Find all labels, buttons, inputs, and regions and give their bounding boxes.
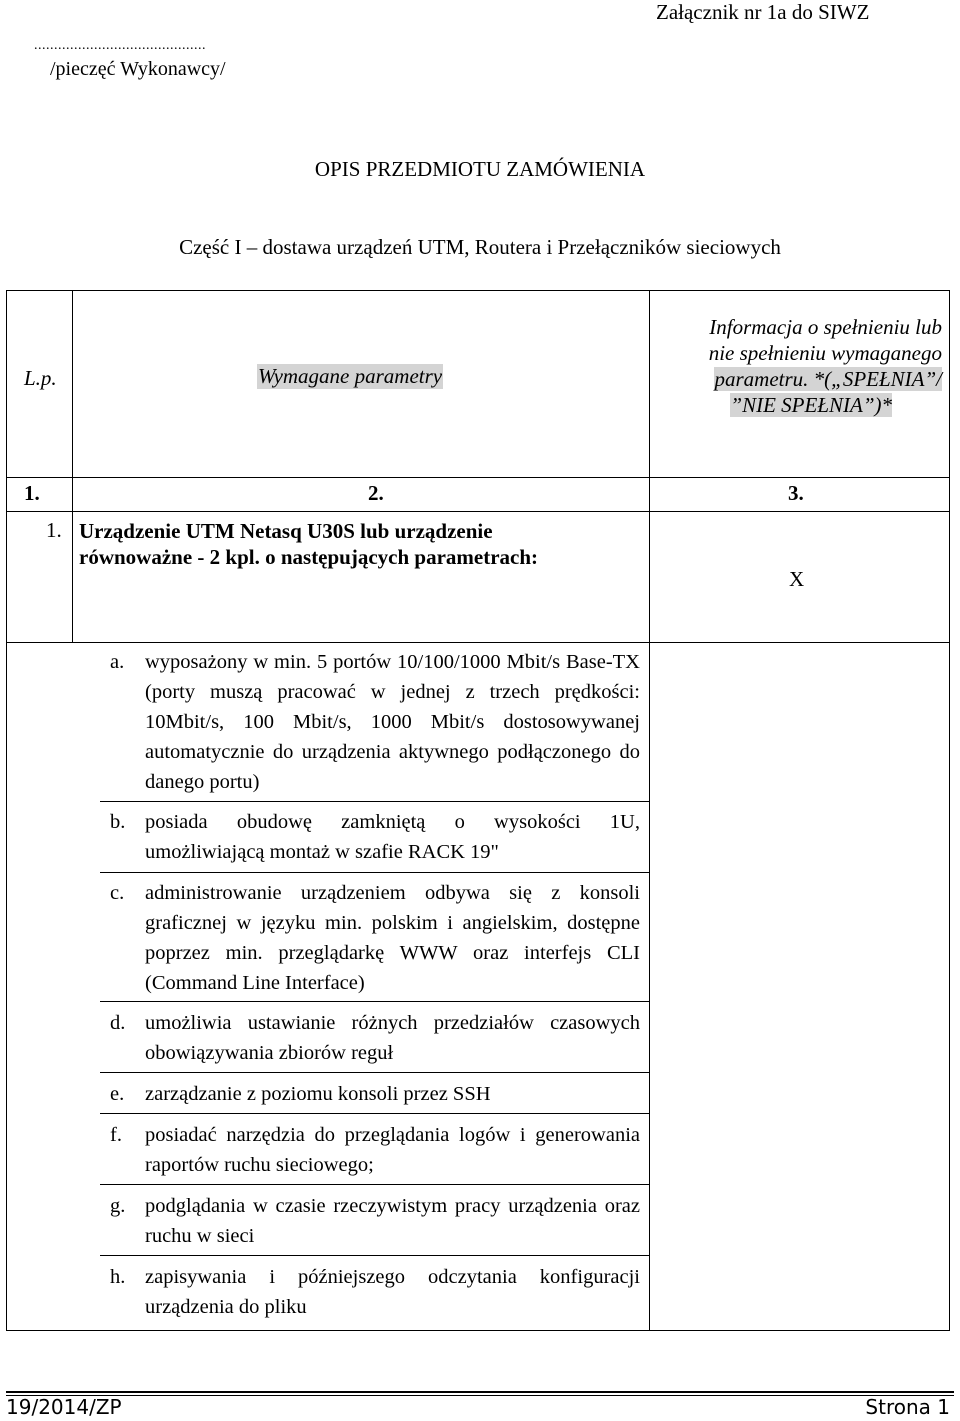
annex-label: Załącznik nr 1a do SIWZ bbox=[656, 0, 870, 24]
footer-divider bbox=[6, 1391, 954, 1393]
column-header-lp: L.p. bbox=[24, 366, 57, 390]
item-text: zarządzanie z poziomu konsoli przez SSH bbox=[145, 1083, 491, 1105]
item-label: f. bbox=[110, 1124, 122, 1146]
item-label: a. bbox=[110, 651, 125, 673]
list-item bbox=[110, 878, 640, 998]
footer-reference: 19/2014/ZP bbox=[6, 1395, 122, 1419]
column-header-info-line: ”NIE SPEŁNIA”)* bbox=[730, 393, 892, 417]
list-item bbox=[110, 1120, 640, 1180]
list-item bbox=[110, 1079, 640, 1109]
column-number-3: 3. bbox=[788, 481, 804, 505]
list-item bbox=[110, 1262, 640, 1322]
document-subtitle: Część I – dostawa urządzeń UTM, Routera i Przełączników sieciowych bbox=[179, 235, 781, 259]
item-label: b. bbox=[110, 811, 126, 833]
item-text: administrowanie urządzeniem odbywa się z konsoli graficznej w języku min. polskim i angielskim, dostępne poprzez min. przeglądarkę WWW oraz interfejs CLI (Command Line Interface) bbox=[145, 882, 640, 994]
column-header-info-line: nie spełnieniu wymaganego bbox=[708, 341, 942, 365]
column-number-2: 2. bbox=[368, 481, 384, 505]
item-label: h. bbox=[110, 1266, 126, 1288]
stamp-dots: ........................................... bbox=[34, 38, 206, 53]
column-header-params: Wymagane parametry bbox=[258, 364, 443, 388]
item-text: posiadać narzędzia do przeglądania logów i generowania raportów ruchu sieciowego; bbox=[145, 1124, 640, 1176]
contractor-stamp-label: /pieczęć Wykonawcy/ bbox=[50, 58, 226, 80]
item-text: posiada obudowę zamkniętą o wysokości 1U, umożliwiającą montaż w szafie RACK 19" bbox=[145, 811, 640, 863]
section-number: 1. bbox=[46, 518, 62, 542]
item-label: d. bbox=[110, 1012, 126, 1034]
item-text: umożliwia ustawianie różnych przedziałów czasowych obowiązywania zbiorów reguł bbox=[145, 1012, 640, 1064]
column-header-info-line: parametru. *(„SPEŁNIA”/ bbox=[714, 367, 942, 391]
column-number-1: 1. bbox=[24, 481, 40, 505]
list-item bbox=[110, 1191, 640, 1251]
item-text: wyposażony w min. 5 portów 10/100/1000 Mbit/s Base-TX (porty muszą pracować w jednej z trzech prędkości: 10Mbit/s, 100 Mbit/s, 1000 Mbit/s dostosowywanej automatycznie do urządzenia aktywnego podłączonego do danego portu) bbox=[145, 651, 640, 793]
item-text: podglądania w czasie rzeczywistym pracy urządzenia oraz ruchu w sieci bbox=[145, 1195, 640, 1247]
item-label: c. bbox=[110, 882, 125, 904]
section-mark: X bbox=[789, 567, 805, 591]
list-item bbox=[110, 647, 640, 797]
list-item bbox=[110, 1008, 640, 1068]
document-title: OPIS PRZEDMIOTU ZAMÓWIENIA bbox=[314, 157, 646, 181]
section-title: Urządzenie UTM Netasq U30S lub urządzenie równoważne - 2 kpl. o następujących parametrach: bbox=[79, 519, 539, 569]
item-label: g. bbox=[110, 1195, 126, 1217]
footer-divider-thin bbox=[6, 1395, 954, 1396]
item-text: zapisywania i późniejszego odczytania konfiguracji urządzenia do pliku bbox=[145, 1266, 640, 1318]
footer-page-number: Strona 1 bbox=[865, 1395, 950, 1419]
list-item bbox=[110, 807, 640, 867]
item-label: e. bbox=[110, 1083, 125, 1105]
column-header-info bbox=[650, 314, 942, 418]
column-header-info-line: Informacja o spełnieniu lub bbox=[709, 315, 942, 339]
